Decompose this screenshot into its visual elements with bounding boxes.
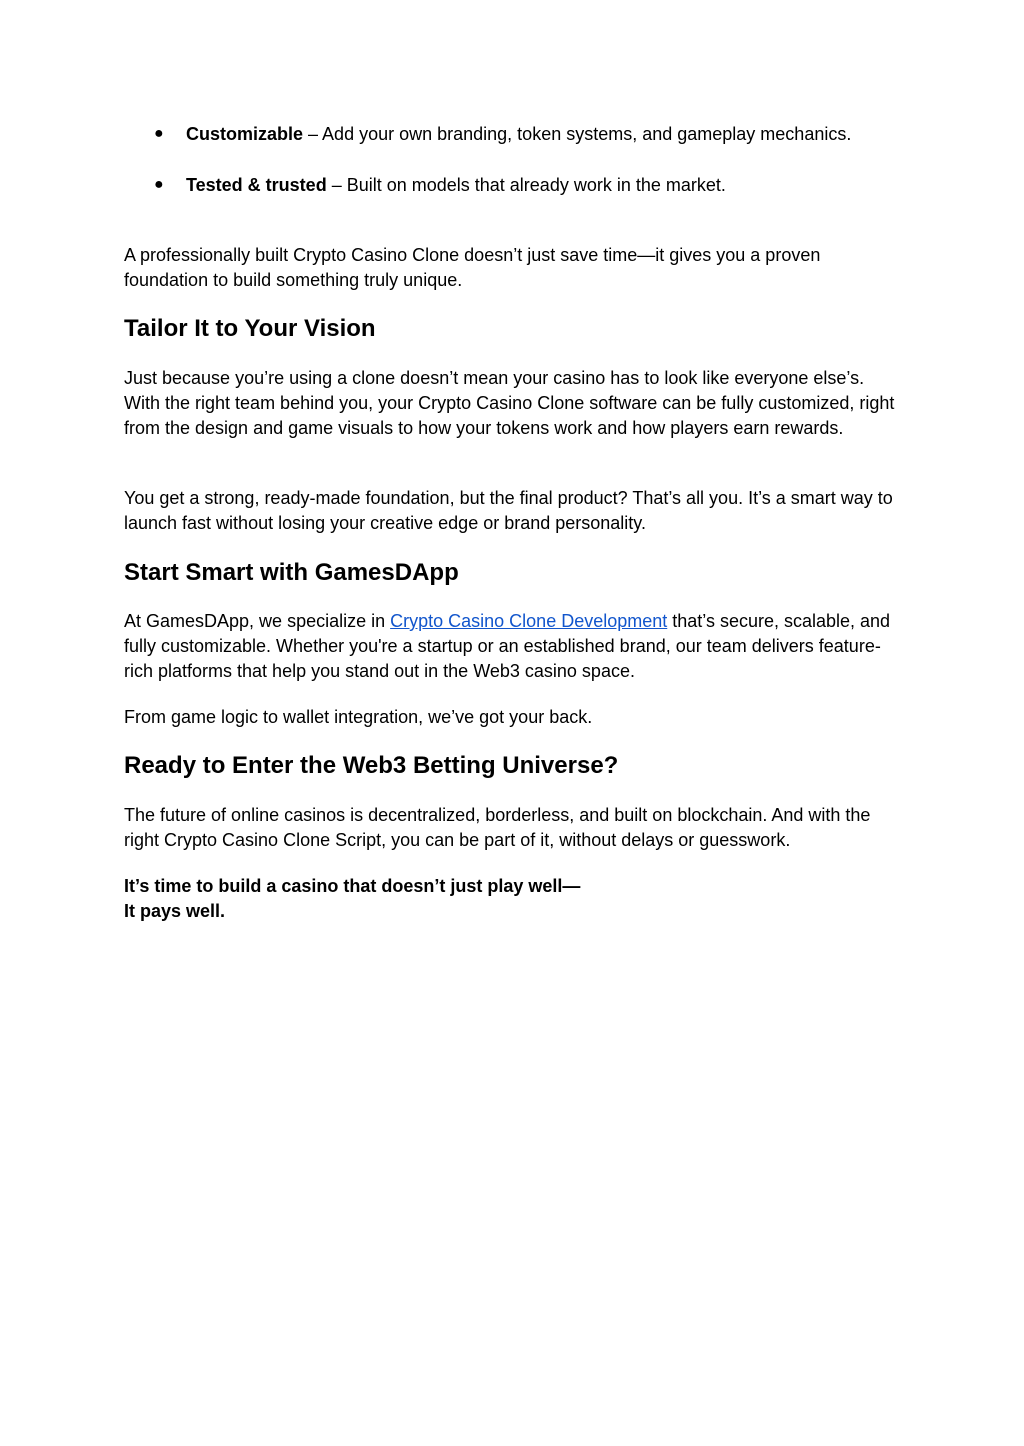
bullet-item-tested-trusted [154, 172, 904, 198]
bullet-icon: ● [154, 125, 164, 142]
crypto-casino-clone-development-link[interactable]: Crypto Casino Clone Development [390, 611, 668, 631]
heading-ready: Ready to Enter the Web3 Betting Universe? [124, 752, 619, 779]
ready-paragraph-1: The future of online casinos is decentralized, borderless, and built on blockchain. And with the right Crypto Casino Clone Script, you can be part of it, without delays or guesswork. [124, 805, 871, 850]
start-paragraph-1-lead: At GamesDApp, we specialize in [124, 611, 391, 631]
closing-statement [124, 874, 904, 924]
bullet-icon: ● [154, 176, 164, 193]
bullet-text: – Add your own branding, token systems, and gameplay mechanics. [303, 124, 852, 144]
bullet-label: Tested & trusted [186, 175, 327, 195]
feature-bullet-list [154, 121, 904, 223]
bullet-item-customizable [154, 121, 904, 147]
tailor-paragraph-2: You get a strong, ready-made foundation, but the final product? That’s all you. It’s a smart way to launch fast without losing your creative edge or brand personality. [124, 488, 893, 533]
closing-line-2: It pays well. [124, 901, 226, 921]
bullet-label: Customizable [186, 124, 304, 144]
start-paragraph-2: From game logic to wallet integration, we’ve got your back. [124, 707, 593, 727]
closing-line-1: It’s time to build a casino that doesn’t just play well— [124, 876, 581, 896]
tailor-paragraph-1: Just because you’re using a clone doesn’t mean your casino has to look like everyone else’s. With the right team behind you, your Crypto Casino Clone software can be fully customized, right from the design and game visuals to how your tokens work and how players earn rewards. [124, 368, 895, 438]
heading-start-smart: Start Smart with GamesDApp [124, 559, 459, 586]
intro-paragraph: A professionally built Crypto Casino Clone doesn’t just save time—it gives you a proven foundation to build something truly unique. [124, 245, 821, 290]
heading-tailor: Tailor It to Your Vision [124, 315, 376, 342]
start-paragraph-1 [124, 609, 904, 684]
start-paragraph-1-rest: that’s secure, scalable, and fully customizable. Whether you're a startup or an established brand, our team delivers feature-rich platforms that help you stand out in the Web3 casino space. [124, 611, 891, 681]
bullet-text: – Built on models that already work in the market. [326, 175, 726, 195]
